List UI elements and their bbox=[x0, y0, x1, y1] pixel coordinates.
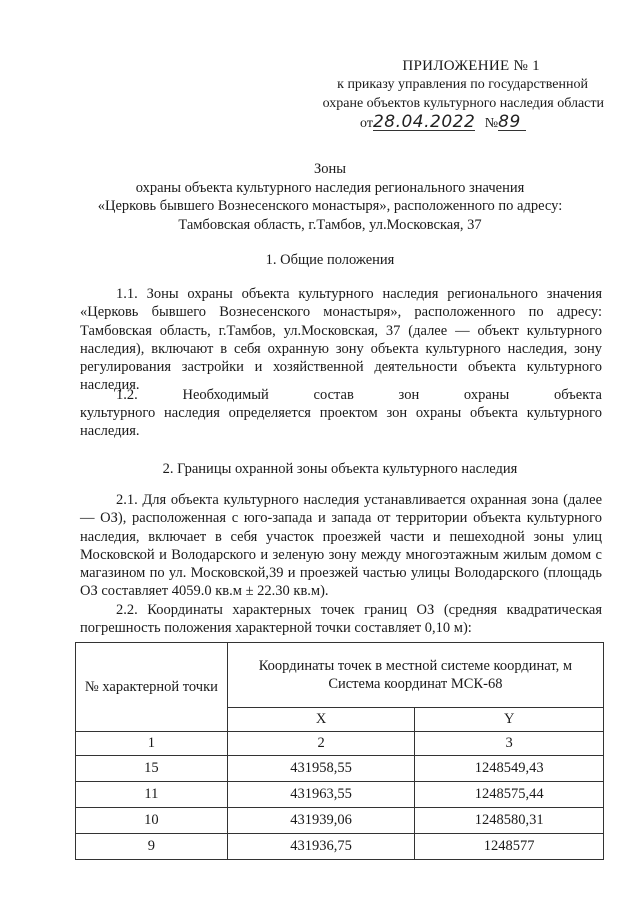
appendix-title: ПРИЛОЖЕНИЕ № 1 bbox=[402, 58, 540, 74]
table-row bbox=[76, 834, 604, 860]
section-1-title: 1. Общие положения bbox=[265, 252, 395, 268]
header-x: X bbox=[227, 708, 415, 732]
coordinate-y: 1248575,44 bbox=[415, 782, 604, 808]
table-row bbox=[76, 756, 604, 782]
heading-line-2: охраны объекта культурного наследия регионального значения bbox=[135, 180, 525, 196]
header-coordinates bbox=[227, 643, 603, 708]
point-number: 11 bbox=[76, 782, 228, 808]
coordinates-table bbox=[75, 642, 604, 860]
heading-line-1: Зоны bbox=[313, 161, 347, 177]
header-point-number: № характерной точки bbox=[76, 643, 228, 732]
coordinate-y: 1248549,43 bbox=[415, 756, 604, 782]
coordinate-x: 431963,55 bbox=[227, 782, 415, 808]
table-row bbox=[76, 782, 604, 808]
appendix-line-2: охране объектов культурного наследия области bbox=[322, 96, 604, 111]
header-coordinates-line-1: Координаты точек в местной системе координат, м bbox=[258, 658, 573, 674]
header-y: Y bbox=[415, 708, 604, 732]
point-number: 15 bbox=[76, 756, 228, 782]
order-from-label: от bbox=[360, 116, 373, 131]
section-1-paragraph-1: 1.1. Зоны охраны объекта культурного наследия регионального значения «Церковь бывшего Вознесенского монастыря», расположенного по адресу: Тамбовская область, г.Тамбов, ул.Московская, 37 (далее — объект культурного наследия), включают в себя охранную зону объекта культурного наследия, зону регулирования застройки и хозяйственной деятельности объекта культурного наследия. bbox=[80, 286, 602, 394]
header-coordinates-line-2: Система координат МСК-68 bbox=[328, 676, 503, 692]
column-number-2: 2 bbox=[227, 732, 415, 756]
coordinate-y: 1248577 bbox=[415, 834, 604, 860]
heading-line-3: «Церковь бывшего Вознесенского монастыря», расположенного по адресу: bbox=[97, 198, 563, 214]
section-2-paragraph-1: 2.1. Для объекта культурного наследия устанавливается охранная зона (далее — ОЗ), расположенная с юго-запада и запада от территории объекта культурного наследия, включает в себя участок проезжей части и пешеходной зоны улиц Московской и Володарского и зеленую зону между многоэтажным жилым домом с магазином по ул. Московской,39 и проезжей частью улицы Володарского (площадь ОЗ составляет 4059.0 кв.м ± 22.30 кв.м). bbox=[80, 492, 602, 600]
coordinate-y: 1248580,31 bbox=[415, 808, 604, 834]
appendix-order-date bbox=[360, 114, 550, 132]
coordinate-x: 431939,06 bbox=[227, 808, 415, 834]
order-date-handwritten: 28.04.2022 bbox=[372, 112, 476, 132]
table-row bbox=[76, 808, 604, 834]
section-2-title: 2. Границы охранной зоны объекта культурного наследия bbox=[162, 461, 518, 477]
section-2-paragraph-2: 2.2. Координаты характерных точек границ ОЗ (средняя квадратическая погрешность положения характерной точки составляет 0,10 м): bbox=[80, 602, 602, 637]
appendix-line-1: к приказу управления по государственной bbox=[337, 77, 588, 92]
coordinate-x: 431936,75 bbox=[227, 834, 415, 860]
order-number-sign: № bbox=[484, 116, 499, 131]
heading-line-4: Тамбовская область, г.Тамбов, ул.Московская, 37 bbox=[178, 217, 482, 233]
coordinate-x: 431958,55 bbox=[227, 756, 415, 782]
point-number: 10 bbox=[76, 808, 228, 834]
point-number: 9 bbox=[76, 834, 228, 860]
section-1-paragraph-2-first-line: 1.2. Необходимый состав зон охраны объекта bbox=[116, 387, 602, 403]
order-number-handwritten: 89 bbox=[498, 114, 526, 131]
column-number-1: 1 bbox=[76, 732, 228, 756]
section-1-paragraph-2-rest: культурного наследия определяется проектом зон охраны объекта культурного наследия. bbox=[80, 405, 602, 440]
column-number-3: 3 bbox=[415, 732, 604, 756]
